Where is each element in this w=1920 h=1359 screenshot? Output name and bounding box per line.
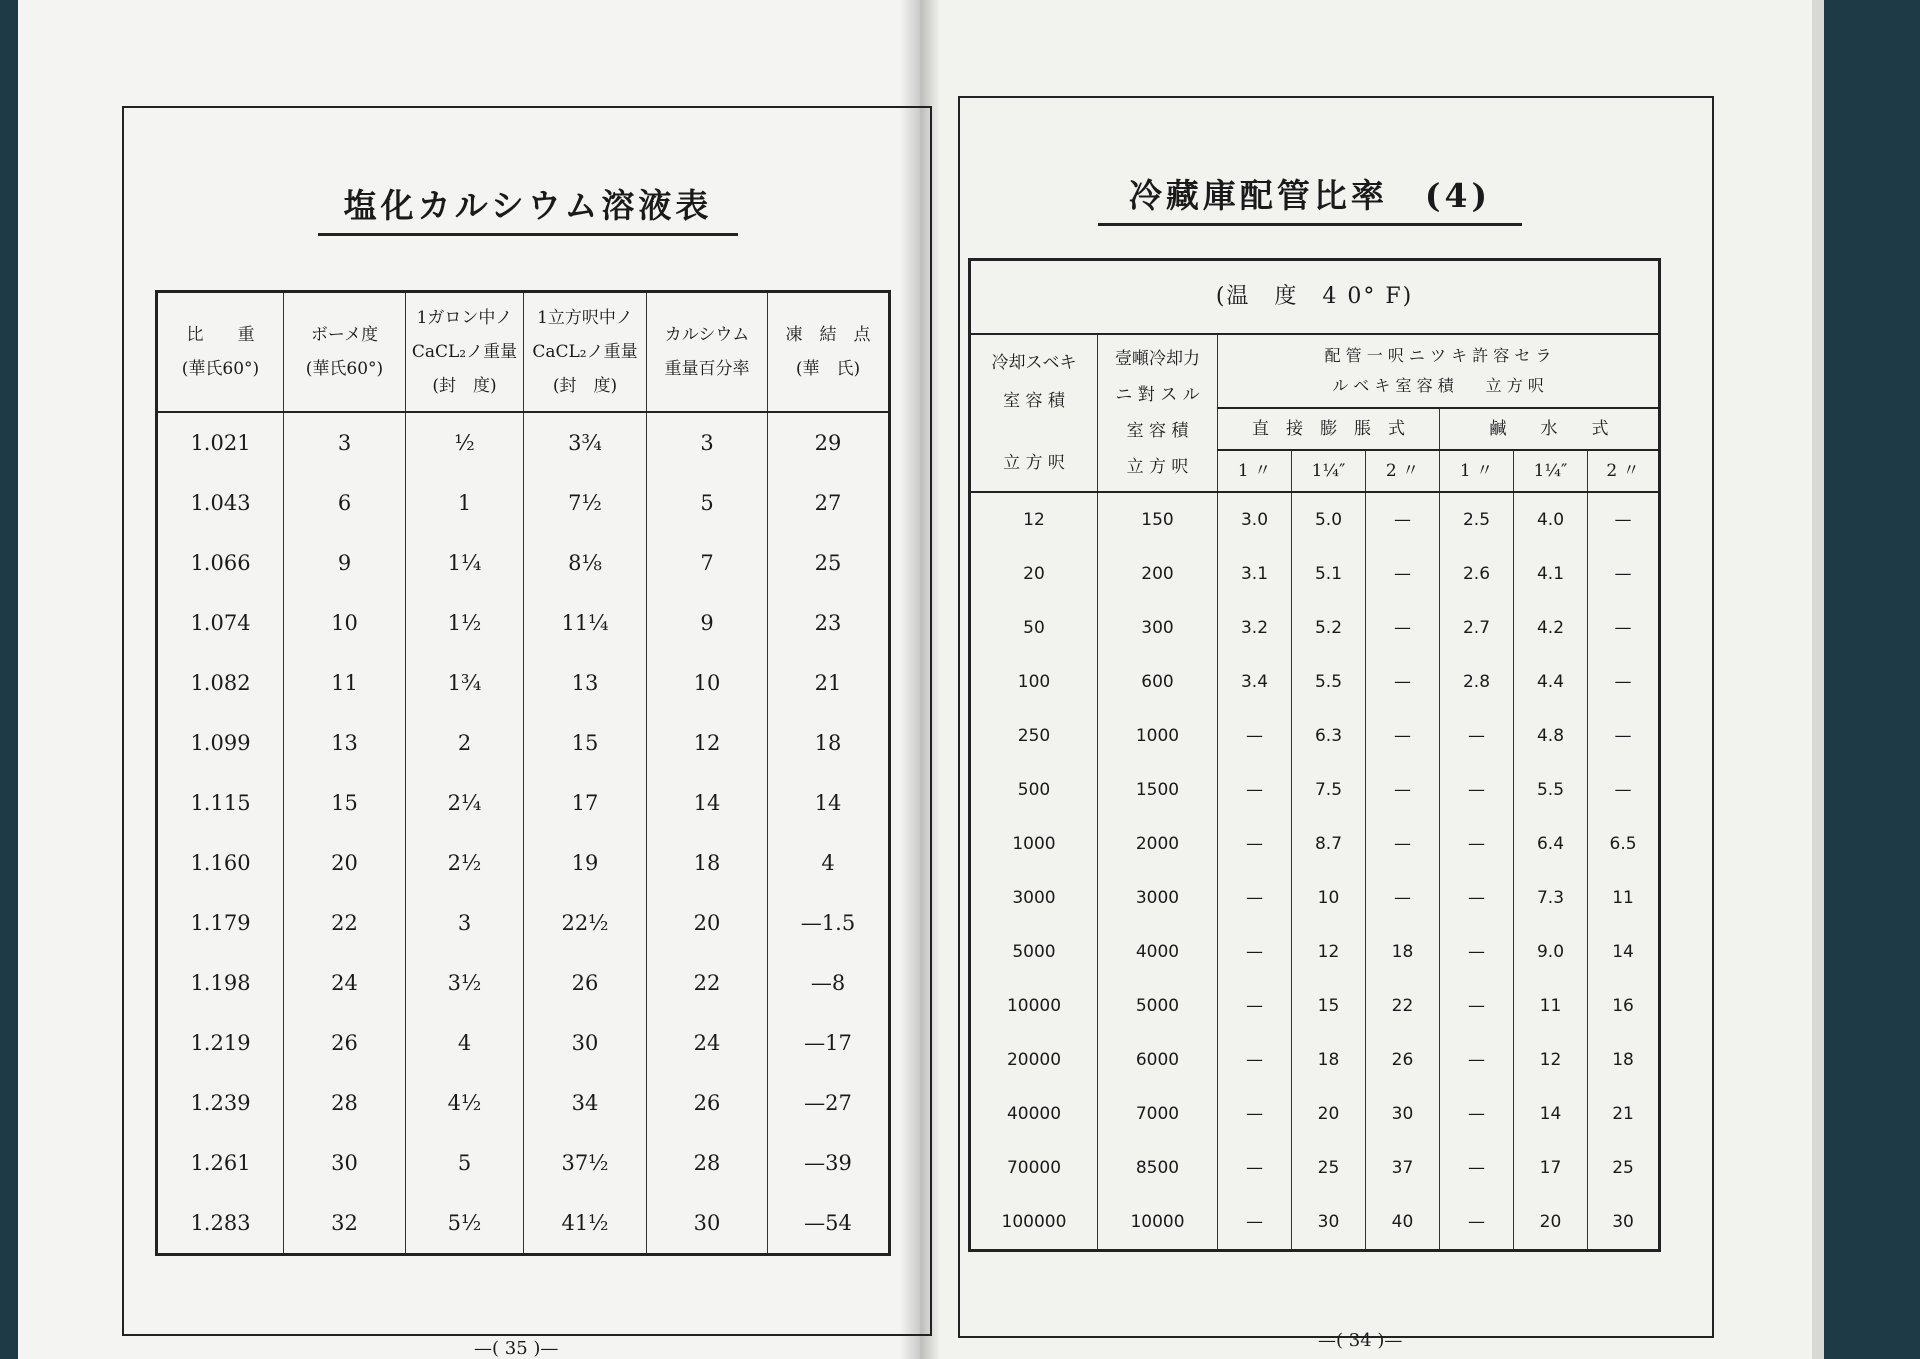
table-cell: 6000 — [1098, 1033, 1218, 1087]
header-weight-per-cubic-foot — [524, 292, 647, 413]
table-cell: 4.0 — [1514, 492, 1588, 547]
table-cell: 21 — [768, 653, 890, 713]
table-cell: 1.043 — [190, 491, 251, 515]
table-cell: 32 — [284, 1193, 406, 1255]
table-row — [970, 1033, 1660, 1087]
table-cell: 1000 — [1012, 834, 1056, 854]
table-row — [157, 773, 890, 833]
table-row — [157, 833, 890, 893]
table-cell: 50 — [1023, 618, 1045, 638]
header-line: 室 容 積 — [1003, 391, 1065, 411]
table-cell: 26 — [1366, 1033, 1440, 1087]
header-room-volume — [970, 334, 1098, 492]
table-cell: 23 — [768, 593, 890, 653]
table-cell: — — [1218, 871, 1292, 925]
table-row — [157, 1133, 890, 1193]
table-row — [157, 893, 890, 953]
table-cell: 5.0 — [1292, 492, 1366, 547]
table-cell: 2.6 — [1440, 547, 1514, 601]
header-line: 配 管 一 呎 ニ ツ キ 許 容 セ ラ — [1324, 346, 1552, 365]
table-cell: 6.5 — [1588, 817, 1660, 871]
table-cell: 28 — [284, 1073, 406, 1133]
table-cell: 27 — [768, 473, 890, 533]
table-row — [970, 979, 1660, 1033]
table-cell: 17 — [1514, 1141, 1588, 1195]
table-cell: ½ — [406, 412, 524, 473]
header-line: 重量百分率 — [664, 359, 750, 379]
table-cell: 12 — [1023, 510, 1045, 530]
table-cell: 12 — [647, 713, 768, 773]
table-cell: 4.4 — [1514, 655, 1588, 709]
table-cell: 4 — [768, 833, 890, 893]
table-cell: 1.099 — [190, 731, 251, 755]
table-row — [157, 473, 890, 533]
table-cell: 9 — [284, 533, 406, 593]
table-cell: 40000 — [1006, 1104, 1062, 1124]
table-cell: 18 — [1588, 1033, 1660, 1087]
table-cell: — — [1366, 492, 1440, 547]
table-cell: 10 — [647, 653, 768, 713]
table-cell: 5.5 — [1292, 655, 1366, 709]
table-cell: 4.1 — [1514, 547, 1588, 601]
table-cell: —8 — [768, 953, 890, 1013]
table-cell: 2¼ — [406, 773, 524, 833]
table-cell: 7.5 — [1292, 763, 1366, 817]
table-cell: 250 — [1017, 726, 1051, 746]
table-cell: 22½ — [524, 893, 647, 953]
header-line: (封 度) — [432, 376, 497, 396]
header-line: CaCL₂ノ重量 — [411, 342, 518, 362]
header-line: (華氏60°) — [305, 359, 384, 379]
table-cell: 1½ — [406, 593, 524, 653]
table-cell: 30 — [284, 1133, 406, 1193]
table-cell: — — [1588, 601, 1660, 655]
table-cell: 4.2 — [1514, 601, 1588, 655]
table-cell: 20 — [1292, 1087, 1366, 1141]
table-cell: — — [1440, 763, 1514, 817]
table-cell: 3 — [647, 412, 768, 473]
table-cell: 5.1 — [1292, 547, 1366, 601]
table-cell: 7000 — [1098, 1087, 1218, 1141]
temperature-row — [970, 260, 1660, 335]
table-cell: 20 — [284, 833, 406, 893]
table-row — [157, 593, 890, 653]
table-cell: 15 — [1292, 979, 1366, 1033]
table-cell: 30 — [1588, 1195, 1660, 1251]
table-cell: — — [1440, 817, 1514, 871]
table-cell: 3.1 — [1218, 547, 1292, 601]
table-cell: — — [1440, 1195, 1514, 1251]
table-cell: —17 — [768, 1013, 890, 1073]
table-cell: 9 — [647, 593, 768, 653]
table-cell: 500 — [1017, 780, 1051, 800]
table-cell: 10 — [1292, 871, 1366, 925]
table-cell: —39 — [768, 1133, 890, 1193]
table-cell: —54 — [768, 1193, 890, 1255]
table-cell: 25 — [1588, 1141, 1660, 1195]
header-line: (封 度) — [552, 376, 618, 396]
table-row — [970, 1087, 1660, 1141]
table-cell: 1.198 — [190, 971, 251, 995]
header-freezing-point — [768, 292, 890, 413]
table-cell: 3000 — [1098, 871, 1218, 925]
table-cell: — — [1440, 1087, 1514, 1141]
table-cell: 5½ — [406, 1193, 524, 1255]
page-edge — [1812, 0, 1824, 1359]
table-cell: 30 — [647, 1193, 768, 1255]
table-cell: 1.160 — [190, 851, 251, 875]
table-row — [970, 1195, 1660, 1251]
table-cell: 13 — [284, 713, 406, 773]
header-line: 1立方呎中ノ — [537, 308, 633, 328]
header-line: 凍 結 点 — [785, 325, 871, 345]
table-cell: 14 — [647, 773, 768, 833]
left-page-number: —( 35 )— — [474, 1338, 559, 1359]
table-cell: 1.066 — [190, 551, 251, 575]
table-cell: — — [1366, 655, 1440, 709]
table-cell: 25 — [1292, 1141, 1366, 1195]
table-cell: — — [1440, 925, 1514, 979]
header-direct-expansion: 直 接 膨 脹 式 — [1218, 408, 1440, 450]
table-cell: 1.074 — [190, 611, 251, 635]
table-cell: — — [1440, 1033, 1514, 1087]
table-cell: 10 — [284, 593, 406, 653]
header-baume-degree — [284, 292, 406, 413]
header-line: 壹噸冷却力 — [1115, 349, 1200, 369]
table-cell: 1.115 — [190, 791, 251, 815]
pipe-size-header: 1¼″ — [1292, 450, 1366, 492]
table-cell: — — [1366, 601, 1440, 655]
table-row — [157, 1073, 890, 1133]
pipe-size-header: 2 〃 — [1366, 450, 1440, 492]
table-cell: 30 — [524, 1013, 647, 1073]
table-cell: 25 — [768, 533, 890, 593]
table-cell: — — [1588, 547, 1660, 601]
header-line: 冷却スベキ — [991, 353, 1077, 373]
table-cell: 1.021 — [190, 431, 251, 455]
table-cell: 8⅛ — [524, 533, 647, 593]
table-cell: 1¾ — [406, 653, 524, 713]
table-cell: 3 — [284, 412, 406, 473]
table-cell: 30 — [1366, 1087, 1440, 1141]
table-cell: 4 — [406, 1013, 524, 1073]
table-cell: 3.4 — [1218, 655, 1292, 709]
table-cell: 29 — [768, 412, 890, 473]
table-cell: — — [1218, 709, 1292, 763]
table-row — [970, 925, 1660, 979]
table-cell: 30 — [1292, 1195, 1366, 1251]
table-cell: 8500 — [1098, 1141, 1218, 1195]
table-row — [157, 713, 890, 773]
table-cell: 15 — [284, 773, 406, 833]
table-row — [970, 655, 1660, 709]
table-cell: — — [1366, 871, 1440, 925]
table-cell: — — [1218, 763, 1292, 817]
table-cell: 200 — [1098, 547, 1218, 601]
table-cell: 19 — [524, 833, 647, 893]
header-specific-gravity — [157, 292, 284, 413]
table-cell: — — [1440, 709, 1514, 763]
left-page-title: 塩化カルシウム溶液表 — [318, 180, 738, 236]
table-cell: 7.3 — [1514, 871, 1588, 925]
right-header-row — [970, 334, 1660, 408]
header-line: ル ベ キ 室 容 積 立 方 呎 — [1332, 376, 1544, 395]
table-cell: 22 — [647, 953, 768, 1013]
table-cell: 1.261 — [190, 1151, 251, 1175]
table-cell: — — [1366, 817, 1440, 871]
table-cell: 18 — [1292, 1033, 1366, 1087]
table-cell: 21 — [1588, 1087, 1660, 1141]
table-cell: 12 — [1514, 1033, 1588, 1087]
table-cell: 4.8 — [1514, 709, 1588, 763]
table-cell: — — [1588, 655, 1660, 709]
table-row — [970, 817, 1660, 871]
header-line: 立 方 呎 — [1003, 453, 1065, 473]
table-row — [157, 953, 890, 1013]
table-cell: 11 — [1588, 871, 1660, 925]
table-cell: 24 — [284, 953, 406, 1013]
table-cell: 1.239 — [190, 1091, 251, 1115]
table-cell: — — [1440, 979, 1514, 1033]
table-cell: 22 — [284, 893, 406, 953]
table-cell: 13 — [524, 653, 647, 713]
table-cell: 20 — [1514, 1195, 1588, 1251]
table-cell: 3¾ — [524, 412, 647, 473]
table-cell: 1 — [406, 473, 524, 533]
table-row — [157, 412, 890, 473]
table-cell: 2½ — [406, 833, 524, 893]
table-cell: 5 — [406, 1133, 524, 1193]
right-page-number: —( 34 )— — [1318, 1330, 1403, 1351]
table-cell: 1.283 — [190, 1211, 251, 1235]
header-line: ニ 對 ス ル — [1115, 385, 1200, 405]
table-cell: 26 — [284, 1013, 406, 1073]
table-cell: — — [1440, 1141, 1514, 1195]
table-cell: 3000 — [1012, 888, 1056, 908]
table-cell: 1.082 — [190, 671, 251, 695]
table-cell: 4½ — [406, 1073, 524, 1133]
table-cell: 17 — [524, 773, 647, 833]
table-cell: 300 — [1098, 601, 1218, 655]
table-cell: 20000 — [1006, 1050, 1062, 1070]
table-cell: 4000 — [1098, 925, 1218, 979]
right-page-title: 冷藏庫配管比率 (4) — [1098, 170, 1522, 226]
table-cell: —1.5 — [768, 893, 890, 953]
table-cell: 10000 — [1006, 996, 1062, 1016]
table-cell: 6.3 — [1292, 709, 1366, 763]
table-cell: 9.0 — [1514, 925, 1588, 979]
table-cell: 5.2 — [1292, 601, 1366, 655]
table-cell: 20 — [647, 893, 768, 953]
left-table-header-row — [157, 292, 890, 413]
table-cell: 10000 — [1098, 1195, 1218, 1251]
table-cell: 14 — [1514, 1087, 1588, 1141]
table-cell: 18 — [768, 713, 890, 773]
table-cell: 100000 — [1001, 1212, 1067, 1232]
pipe-size-header: 1 〃 — [1440, 450, 1514, 492]
table-cell: 7 — [647, 533, 768, 593]
table-cell: 14 — [768, 773, 890, 833]
table-cell: 6 — [284, 473, 406, 533]
table-cell: — — [1588, 492, 1660, 547]
table-cell: 2.8 — [1440, 655, 1514, 709]
table-row — [970, 492, 1660, 547]
header-line: (華氏60°) — [181, 359, 260, 379]
table-cell: 1000 — [1098, 709, 1218, 763]
header-line: 1ガロン中ノ — [416, 308, 513, 328]
table-cell: 24 — [647, 1013, 768, 1073]
table-cell: 14 — [1588, 925, 1660, 979]
table-cell: 41½ — [524, 1193, 647, 1255]
table-row — [970, 547, 1660, 601]
table-cell: 40 — [1366, 1195, 1440, 1251]
table-cell: 26 — [647, 1073, 768, 1133]
table-cell: — — [1218, 925, 1292, 979]
table-cell: 15 — [524, 713, 647, 773]
header-weight-per-gallon — [406, 292, 524, 413]
header-line: 立 方 呎 — [1126, 457, 1189, 477]
table-cell: 34 — [524, 1073, 647, 1133]
header-calcium-weight-percent — [647, 292, 768, 413]
table-cell: 1500 — [1098, 763, 1218, 817]
table-cell: 28 — [647, 1133, 768, 1193]
table-cell: — — [1218, 1033, 1292, 1087]
table-row — [157, 1193, 890, 1255]
table-cell: 20 — [1023, 564, 1045, 584]
table-cell: 8.7 — [1292, 817, 1366, 871]
table-cell: 26 — [524, 953, 647, 1013]
table-cell: 3.2 — [1218, 601, 1292, 655]
table-cell: 11¼ — [524, 593, 647, 653]
pipe-size-header: 2 〃 — [1588, 450, 1660, 492]
table-cell: 6.4 — [1514, 817, 1588, 871]
table-cell: 37 — [1366, 1141, 1440, 1195]
table-cell: 5000 — [1098, 979, 1218, 1033]
table-row — [157, 533, 890, 593]
table-cell: 11 — [284, 653, 406, 713]
table-cell: 11 — [1514, 979, 1588, 1033]
table-row — [970, 709, 1660, 763]
table-cell: — — [1366, 763, 1440, 817]
header-allowed-volume-per-foot — [1218, 334, 1660, 408]
table-cell: 37½ — [524, 1133, 647, 1193]
table-row — [970, 601, 1660, 655]
table-cell: 3½ — [406, 953, 524, 1013]
table-cell: 70000 — [1006, 1158, 1062, 1178]
table-row — [970, 763, 1660, 817]
table-row — [157, 653, 890, 713]
table-cell: — — [1366, 709, 1440, 763]
pipe-size-header: 1¼″ — [1514, 450, 1588, 492]
table-cell: 7½ — [524, 473, 647, 533]
table-cell: — — [1218, 1195, 1292, 1251]
header-line: ボーメ度 — [310, 325, 379, 345]
table-cell: 2.5 — [1440, 492, 1514, 547]
table-cell: — — [1588, 763, 1660, 817]
table-cell: —27 — [768, 1073, 890, 1133]
table-cell: 5.5 — [1514, 763, 1588, 817]
header-line: 室 容 積 — [1126, 421, 1189, 441]
table-cell: — — [1218, 1087, 1292, 1141]
pipe-size-header: 1 〃 — [1218, 450, 1292, 492]
table-cell: 5 — [647, 473, 768, 533]
table-cell: 1.179 — [190, 911, 251, 935]
table-cell: 2000 — [1098, 817, 1218, 871]
table-cell: 2 — [406, 713, 524, 773]
table-cell: 3.0 — [1218, 492, 1292, 547]
table-cell: 22 — [1366, 979, 1440, 1033]
table-cell: — — [1218, 1141, 1292, 1195]
table-cell: 150 — [1098, 492, 1218, 547]
table-cell: — — [1218, 979, 1292, 1033]
header-line: CaCL₂ノ重量 — [532, 342, 638, 362]
table-cell: 2.7 — [1440, 601, 1514, 655]
table-cell: — — [1218, 817, 1292, 871]
table-cell: 600 — [1098, 655, 1218, 709]
table-row — [157, 1013, 890, 1073]
table-cell: — — [1588, 709, 1660, 763]
table-cell: 1.219 — [190, 1031, 251, 1055]
table-row — [970, 1141, 1660, 1195]
header-line: 比 重 — [186, 325, 255, 345]
table-cell: — — [1366, 547, 1440, 601]
table-cell: 18 — [647, 833, 768, 893]
header-line: (華 氏) — [795, 359, 861, 379]
header-volume-per-ton — [1098, 334, 1218, 492]
table-cell: 100 — [1017, 672, 1051, 692]
table-cell: — — [1440, 871, 1514, 925]
table-cell: 18 — [1366, 925, 1440, 979]
table-cell: 16 — [1588, 979, 1660, 1033]
table-cell: 3 — [406, 893, 524, 953]
table-row — [970, 871, 1660, 925]
calcium-chloride-table — [155, 290, 891, 1256]
table-cell: 5000 — [1012, 942, 1056, 962]
table-cell: 12 — [1292, 925, 1366, 979]
temperature-header: (温 度 4 0° F) — [970, 260, 1660, 335]
cold-storage-piping-table — [968, 258, 1661, 1252]
header-brine: 鹹 水 式 — [1440, 408, 1660, 450]
table-cell: 1¼ — [406, 533, 524, 593]
header-line: カルシウム — [664, 325, 750, 345]
